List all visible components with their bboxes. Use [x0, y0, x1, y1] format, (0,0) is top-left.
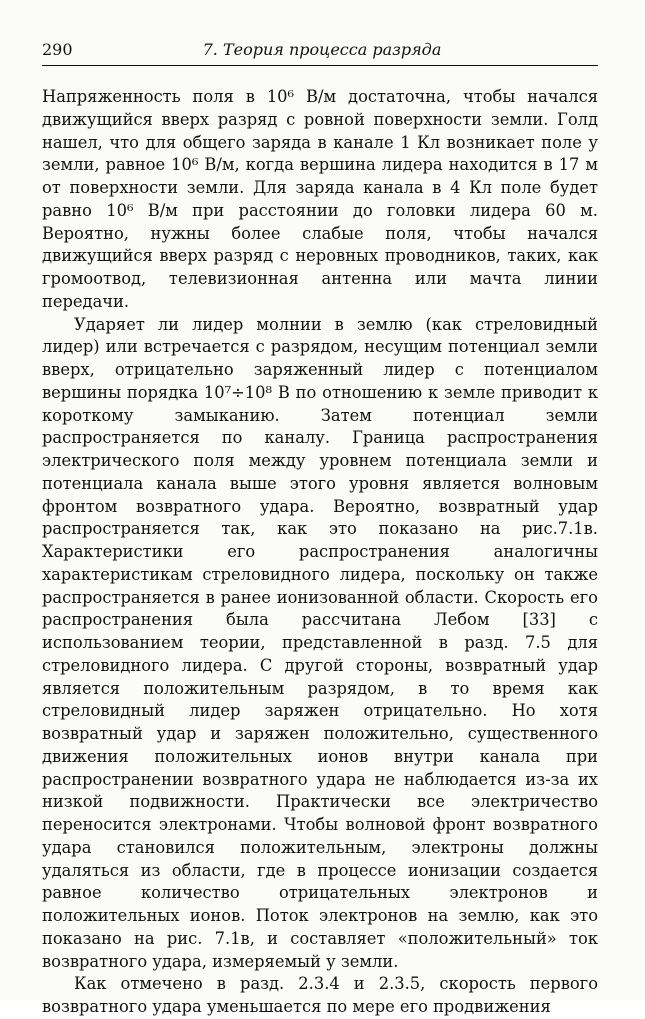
header-rule	[42, 65, 598, 66]
paragraph-1: Напряженность поля в 10⁶ В/м достаточна, чтобы начался движущийся вверх разряд с ровной поверхности земли. Голд нашел, что для общего заряда в канале 1 Кл возникает поле у земли, равное 10⁶ В/м, когда вершина лидера находится в 17 м от поверхности земли. Для заряда канала в 4 Кл поле будет равно 10⁶ В/м при расстоянии до головки лидера 60 м. Вероятно, нужны более слабые поля, чтобы начался движущийся вверх разряд с неровных проводников, таких, как громоотвод, телевизионная антенна или мачта линии передачи.	[42, 87, 598, 311]
running-title: 7. Теория процесса разряда	[202, 40, 442, 59]
page-body	[42, 86, 598, 1019]
paragraph-3: Как отмечено в разд. 2.3.4 и 2.3.5, скорость первого возвратного удара уменьшается по мере его продвижения	[42, 974, 598, 1016]
page-number: 290	[42, 40, 73, 59]
paragraph-2: Ударяет ли лидер молнии в землю (как стреловидный лидер) или встречается с разрядом, несущим потенциал земли вверх, отрицательно заряженный лидер с потенциалом вершины порядка 10⁷÷10⁸ В по отношению к земле приводит к короткому замыканию. Затем потенциал земли распространяется по каналу. Граница распространения электрического поля между уровнем потенциала земли и потенциала канала выше этого уровня является волновым фронтом возвратного удара. Вероятно, возвратный удар распространяется так, как это показано на рис.7.1в. Характеристики его распространения аналогичны характеристикам стреловидного лидера, поскольку он также распространяется в ранее ионизованной области. Скорость его распространения была рассчитана Лебом [33] с использованием теории, представленной в разд. 7.5 для стреловидного лидера. С другой стороны, возвратный удар является положительным разрядом, в то время как стреловидный лидер заряжен отрицательно. Но хотя возвратный удар и заряжен положительно, существенного движения положительных ионов внутри канала при распространении возвратного удара не наблюдается из-за их низкой подвижности. Практически все электричество переносится электронами. Чтобы волновой фронт возвратного удара становился положительным, электроны должны удаляться из области, где в процессе ионизации создается равное количество отрицательных электронов и положительных ионов. Поток электронов на землю, как это показано на рис. 7.1в, и составляет «положительный» ток возвратного удара, измеряемый у земли.	[42, 314, 598, 971]
